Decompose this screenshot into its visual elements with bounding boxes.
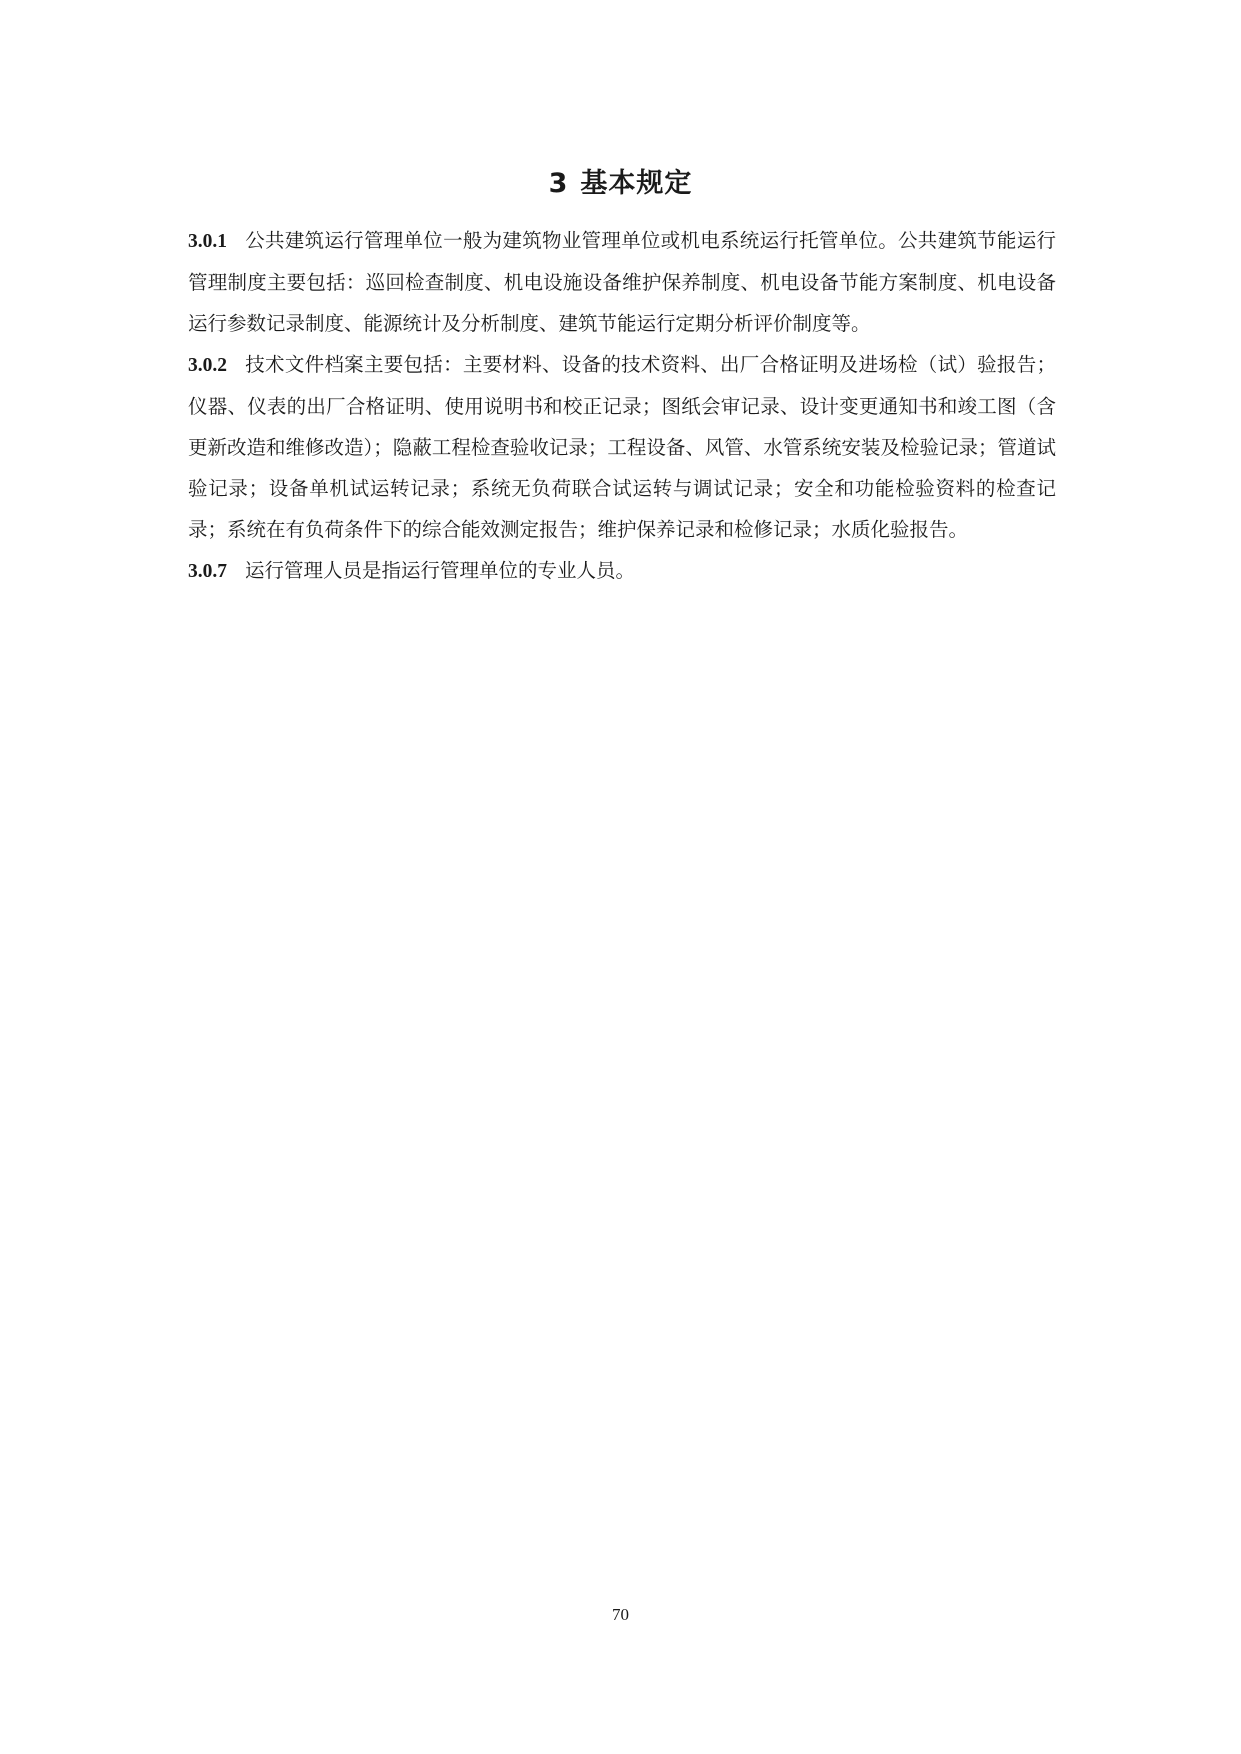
clause-number: 3.0.2 <box>188 355 227 376</box>
clause-3-0-1 <box>188 220 1056 344</box>
page-number: 70 <box>612 1605 629 1624</box>
clause-3-0-2 <box>188 344 1056 550</box>
section-number: 3 <box>548 168 569 199</box>
section-heading <box>0 166 1241 202</box>
clause-list <box>188 220 1056 592</box>
clause-text: 技术文件档案主要包括：主要材料、设备的技术资料、出厂合格证明及进场检（试）验报告；仪器、仪表的出厂合格证明、使用说明书和校正记录；图纸会审记录、设计变更通知书和竣工图（含更新改造和维修改造）；隐蔽工程检查验收记录；工程设备、风管、水管系统安装及检验记录；管道试验记录；设备单机试运转记录；系统无负荷联合试运转与调试记录；安全和功能检验资料的检查记录；系统在有负荷条件下的综合能效测定报告；维护保养记录和检修记录；水质化验报告。 <box>188 353 1056 541</box>
clause-number: 3.0.1 <box>188 231 227 252</box>
section-title: 基本规定 <box>580 168 693 199</box>
clause-3-0-7 <box>188 550 1056 592</box>
clause-text: 公共建筑运行管理单位一般为建筑物业管理单位或机电系统运行托管单位。公共建筑节能运行管理制度主要包括：巡回检查制度、机电设施设备维护保养制度、机电设备节能方案制度、机电设备运行参数记录制度、能源统计及分析制度、建筑节能运行定期分析评价制度等。 <box>188 229 1056 335</box>
clause-number: 3.0.7 <box>188 561 227 582</box>
clause-text: 运行管理人员是指运行管理单位的专业人员。 <box>245 559 636 582</box>
